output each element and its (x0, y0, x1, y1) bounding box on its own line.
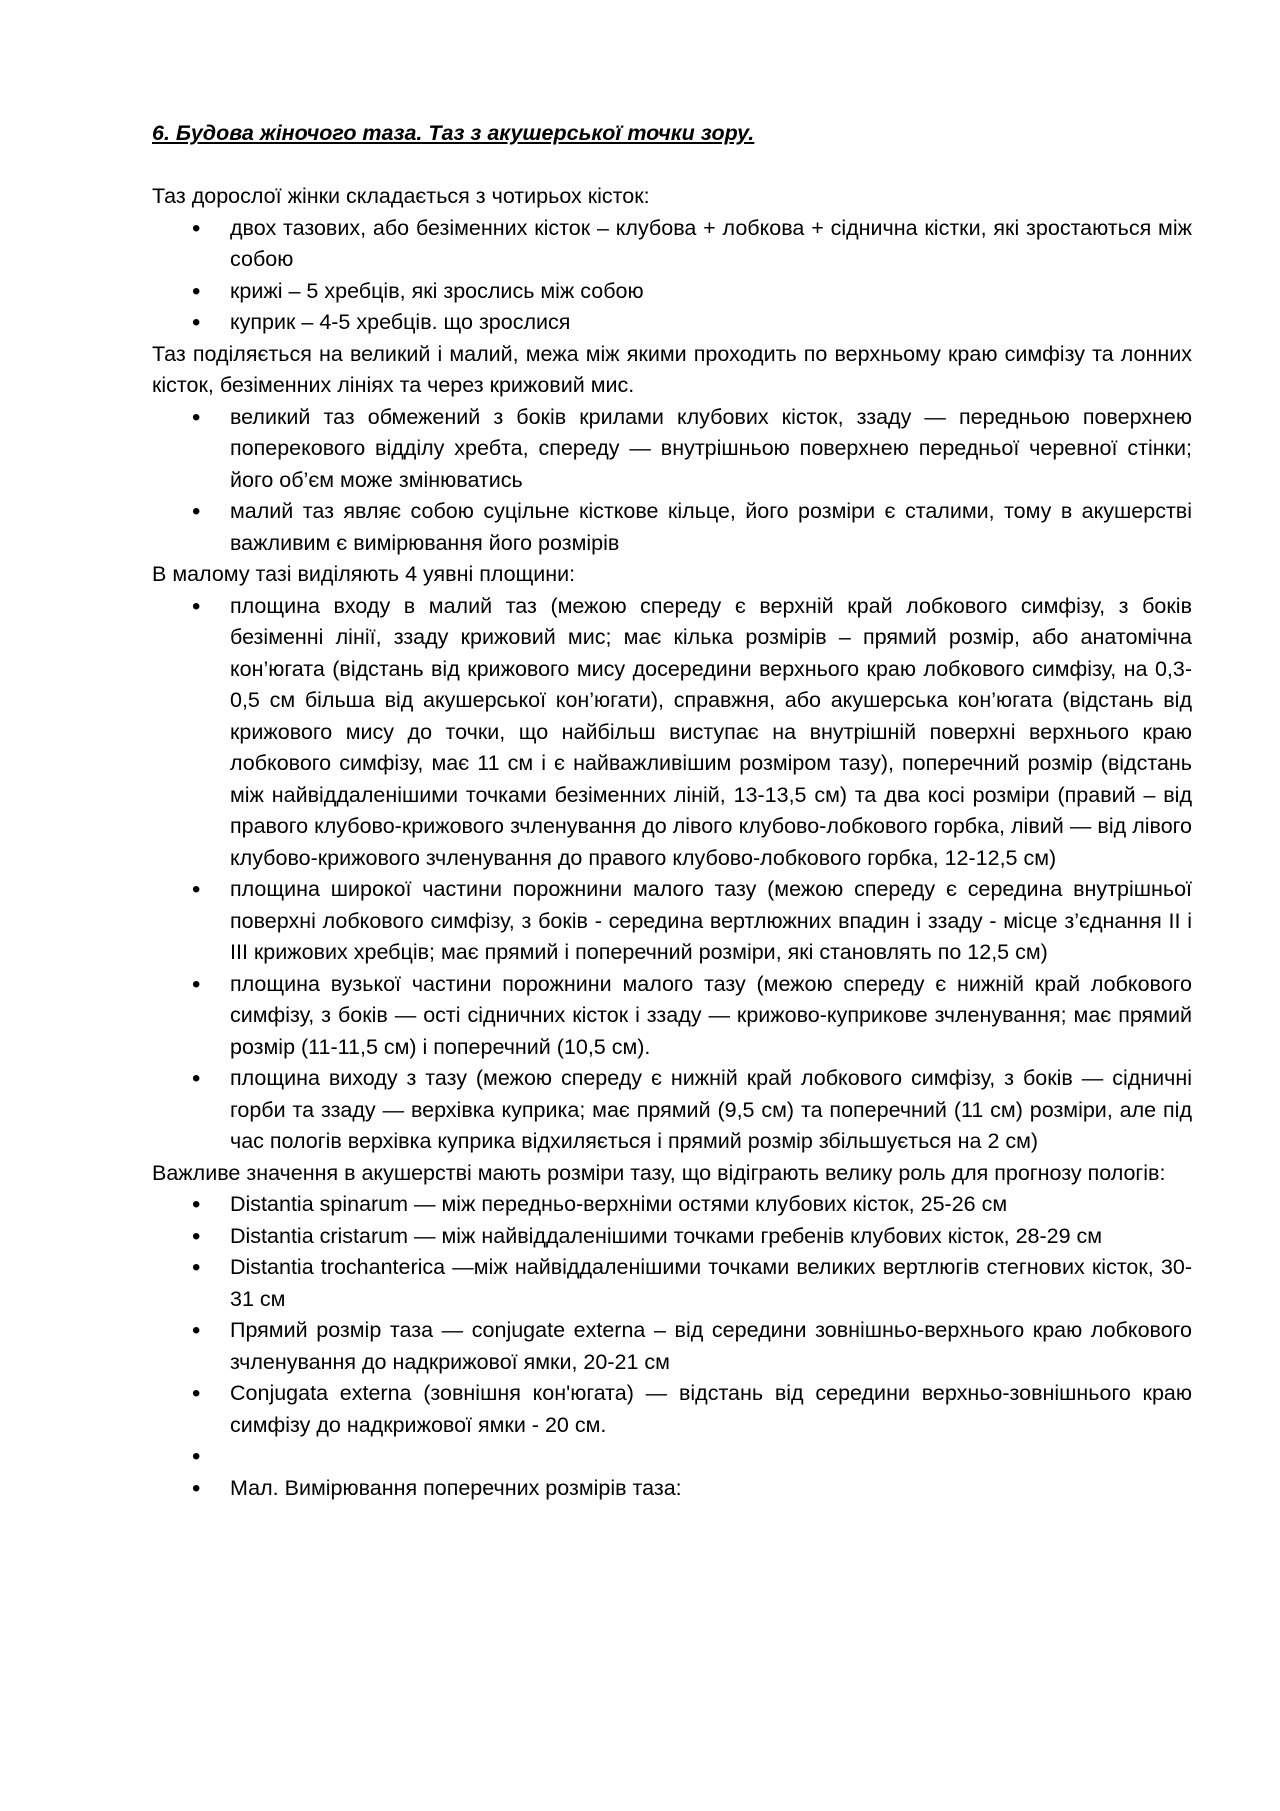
bullet-icon (192, 496, 212, 529)
list-item-text: площина широкої частини порожнини малого тазу (межою спереду є середина внутрішньої поверхні лобкового симфізу, з боків - середина вертлюжних впадин і ззаду - місце з’єднання II і III крижових хребців; має прямий і поперечний розміри, які становлять по 12,5 см) (230, 877, 1192, 964)
document-page (152, 118, 1192, 1504)
list-item (152, 496, 1192, 559)
list-item (152, 1315, 1192, 1378)
list-item (152, 213, 1192, 276)
list-item (152, 1221, 1192, 1253)
list-item-text: Distantia trochanterica —між найвіддаленішими точками великих вертлюгів стегнових кісток, 30-31 см (230, 1255, 1192, 1311)
list-item-text: Conjugata externa (зовнішня кон'югата) — відстань від середини верхньо-зовнішнього краю симфізу до надкрижової ямки - 20 см. (230, 1381, 1192, 1437)
sizes-list (152, 1189, 1192, 1504)
list-item-text: Прямий розмір таза — conjugate externa – від середини зовнішньо-верхнього краю лобкового зчленування до надкрижової ямки, 20-21 см (230, 1318, 1192, 1374)
bullet-icon (192, 969, 212, 1002)
bullet-icon (192, 213, 212, 246)
list-item-text: куприк – 4-5 хребців. що зрослися (230, 310, 571, 334)
planes-list (152, 591, 1192, 1158)
document-title: 6. Будова жіночого таза. Таз з акушерської точки зору. (152, 121, 755, 145)
bullet-icon (192, 1063, 212, 1096)
bullet-icon (192, 1189, 212, 1222)
list-item-text: площина виходу з тазу (межою спереду є нижній край лобкового симфізу, з боків — сідничні горби та ззаду — верхівка куприка; має прямий (9,5 см) та поперечний (11 см) розміри, але під час пологів верхівка куприка відхиляється і прямий розмір збільшується на 2 см) (230, 1066, 1192, 1153)
bullet-icon (192, 1473, 212, 1506)
bullet-icon (192, 1315, 212, 1348)
list-item (152, 969, 1192, 1064)
list-item (152, 307, 1192, 339)
sizes-intro-paragraph: Важливе значення в акушерстві мають розміри тазу, що відіграють велику роль для прогнозу пологів: (152, 1160, 1166, 1185)
list-item (152, 1189, 1192, 1221)
list-item (152, 402, 1192, 497)
list-item-text: площина входу в малий таз (межою спереду є верхній край лобкового симфізу, з боків безіменні лінії, ззаду крижовий мис; має кілька розмірів – прямий розмір, або анатомічна кон’югата (відстань від крижового мису досередини верхнього краю лобкового симфізу, на 0,3-0,5 см більша від акушерської кон’югати), справжня, або акушерська кон’югата (відстань від крижового мису до точки, що найбільш виступає на внутрішній поверхні верхнього краю лобкового симфізу, має 11 см і є найважливішим розміром тазу), поперечний розмір (відстань між найвіддаленішими точками безіменних ліній, 13-13,5 см) та два косі розміри (правий – від правого клубово-крижового зчленування до лівого клубово-лобкового горбка, лівий — від лівого клубово-крижового зчленування до правого клубово-лобкового горбка, 12-12,5 см) (230, 593, 1192, 870)
bullet-icon (192, 402, 212, 435)
list-item (152, 1441, 1192, 1473)
bullet-icon (192, 307, 212, 340)
list-item (152, 1252, 1192, 1315)
bones-list (152, 213, 1192, 339)
list-item-text: двох тазових, або безіменних кісток – клубова + лобкова + сіднична кістки, які зростаються між собою (230, 215, 1192, 271)
list-item (152, 276, 1192, 308)
bullet-icon (192, 591, 212, 624)
list-item-text: Distantia cristarum — між найвіддаленішими точками гребенів клубових кісток, 28-29 см (230, 1223, 1103, 1248)
list-item-text: малий таз являє собою суцільне кісткове кільце, його розміри є сталими, тому в акушерстві важливим є вимірювання його розмірів (230, 499, 1192, 555)
list-item (152, 1378, 1192, 1441)
list-item-text: великий таз обмежений з боків крилами клубових кісток, ззаду — передньою поверхнею поперекового відділу хребта, спереду — внутрішньою поверхнею передньої черевної стінки; його об’єм може змінюватись (230, 404, 1192, 492)
planes-intro-paragraph: В малому тазі виділяють 4 уявні площини: (152, 562, 576, 586)
list-item-text: Distantia spinarum — між передньо-верхніми остями клубових кісток, 25-26 см (230, 1192, 1008, 1216)
list-item (152, 874, 1192, 969)
division-paragraph: Таз поділяється на великий і малий, межа між якими проходить по верхньому краю симфізу та лонних кісток, безіменних лініях та через крижовий мис. (152, 341, 1192, 397)
bullet-icon (192, 1252, 212, 1285)
bullet-icon (192, 1221, 212, 1254)
list-item-text: крижі – 5 хребців, які зрослись між собою (230, 278, 644, 303)
list-item-text: площина вузької частини порожнини малого тазу (межою спереду є нижній край лобкового симфізу, з боків — ості сідничних кісток і ззаду — крижово-куприкове зчленування; має прямий розмір (11-11,5 см) і поперечний (10,5 см). (230, 971, 1192, 1059)
list-item (152, 591, 1192, 875)
list-item-text: Мал. Вимірювання поперечних розмірів таза: (230, 1475, 682, 1500)
list-item (152, 1063, 1192, 1158)
bullet-icon (192, 276, 212, 309)
pelvis-parts-list (152, 402, 1192, 560)
intro-paragraph: Таз дорослої жінки складається з чотирьох кісток: (152, 184, 650, 208)
bullet-icon (192, 1378, 212, 1411)
bullet-icon (192, 874, 212, 907)
list-item (152, 1473, 1192, 1505)
blank-line (152, 150, 1192, 182)
bullet-icon (192, 1441, 212, 1474)
